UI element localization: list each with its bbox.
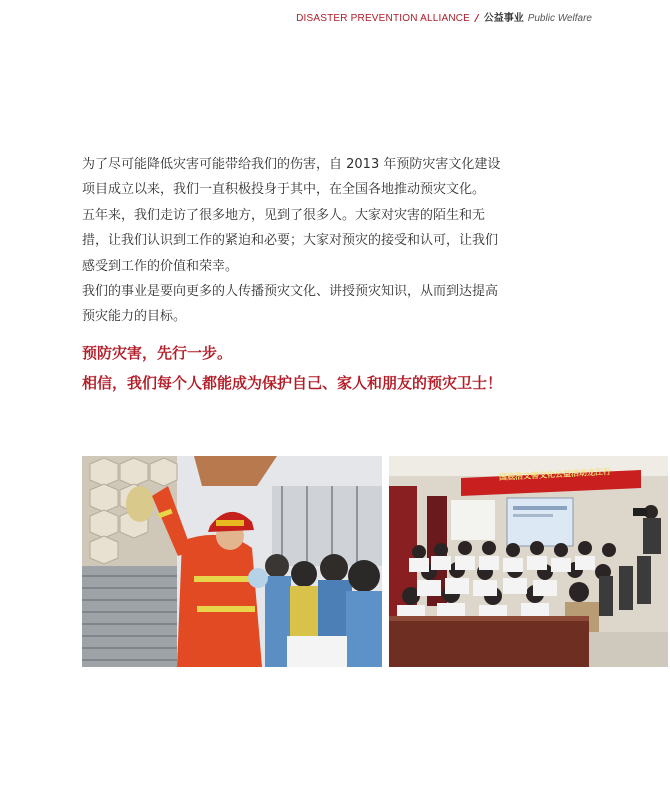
paragraph-mission: 我们的事业是要向更多的人传播预灾文化、讲授预灾知识，从而到达提高预灾能力的目标。 <box>82 284 499 325</box>
firefighter-demonstration-illustration <box>82 456 382 667</box>
classroom-banner-text: 国底浩文害文化公益活动龙江行 <box>498 467 612 482</box>
slogan-believe: 相信，我们每个人都能成为保护自己、家人和朋友的预灾卫士！ <box>82 374 503 392</box>
slogan-prevent: 预防灾害，先行一步。 <box>82 344 233 362</box>
classroom-event-photo <box>389 456 668 667</box>
classroom-event-illustration <box>389 456 668 667</box>
page-header <box>296 12 592 26</box>
slogans <box>82 343 602 393</box>
header-separator: / <box>475 13 479 24</box>
body-text <box>82 152 502 330</box>
paragraph-intro: 为了尽可能降低灾害可能带给我们的伤害，自 2013 年预防灾害文化建设项目成立以来，我们一直积极投身于其中，在全国各地推动预灾文化。 <box>82 157 501 198</box>
firefighter-demonstration-photo <box>82 456 382 667</box>
header-brand: DISASTER PREVENTION ALLIANCE <box>296 13 471 24</box>
header-section-cn: 公益事业 <box>483 13 524 24</box>
header-section-en: Public Welfare <box>527 13 592 24</box>
paragraph-five-years: 五年来，我们走访了很多地方，见到了很多人。大家对灾害的陌生和无措，让我们认识到工作的紧迫和必要；大家对预灾的接受和认可，让我们感受到工作的价值和荣幸。 <box>82 207 499 274</box>
